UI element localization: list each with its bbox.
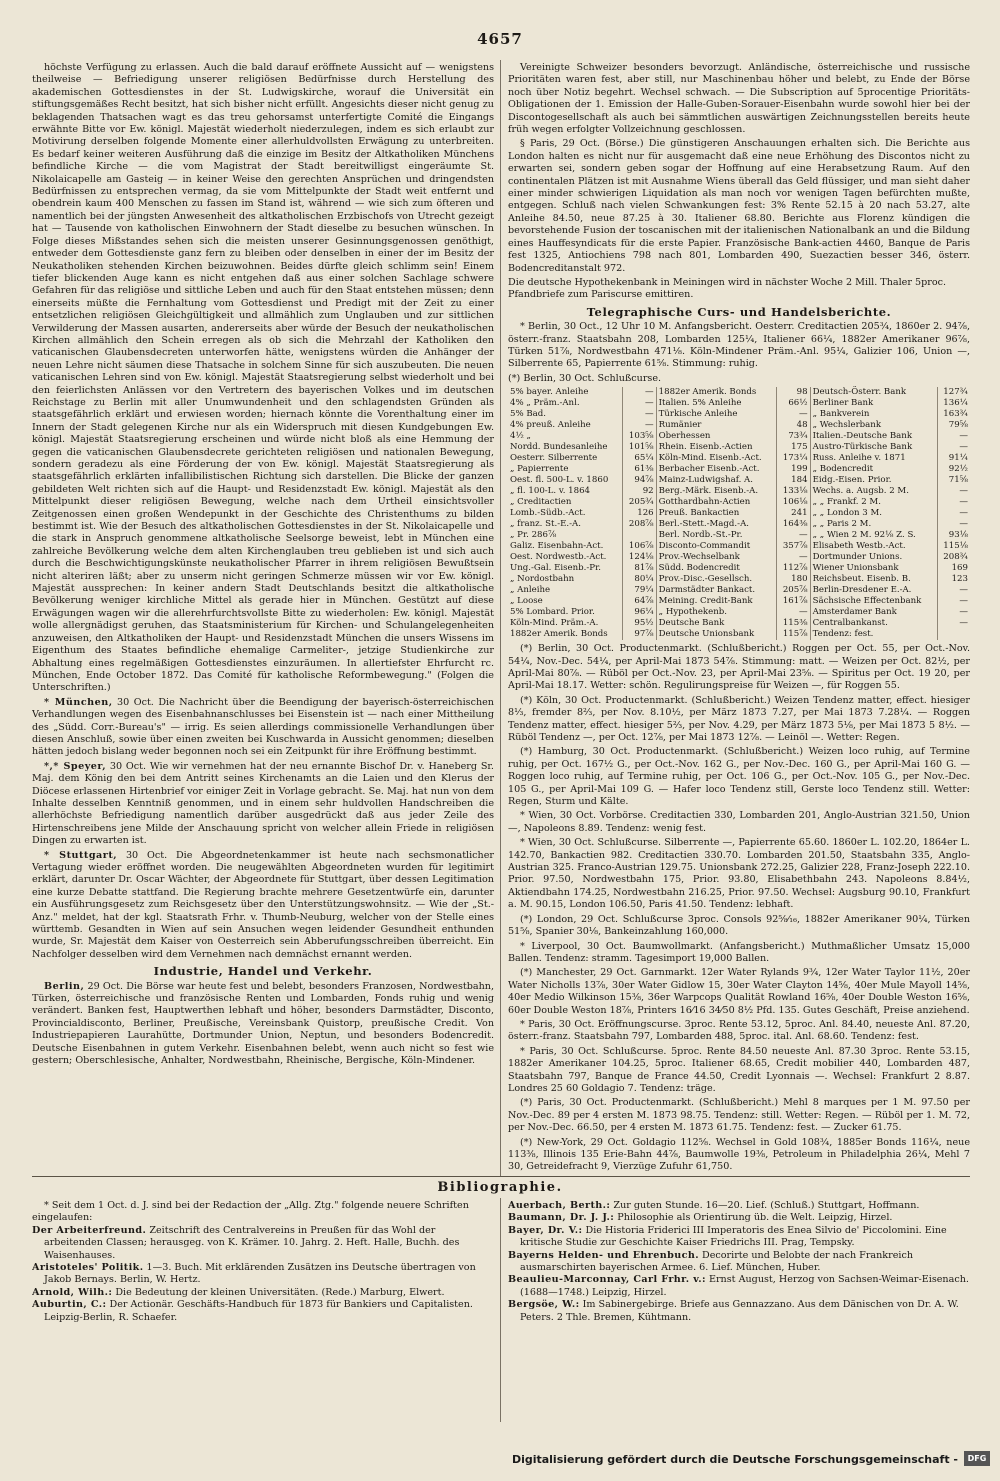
market-report: (*) London, 29 Oct. Schlußcurse 3proc. Consols 92⅝⁄₁₆, 1882er Amerikaner 90¼, Türken 51⅝, Spanier 30⅛, Bankeinzahlung 160,000. bbox=[508, 913, 970, 938]
quote-security: Prov.-Disc.-Gesellsch. bbox=[656, 574, 777, 585]
bibliography-text: 1—3. Buch. Mit erklärenden Zusätzen ins Deutsche übertragen von Jakob Bernays. Berlin, W. Hertz. bbox=[44, 1262, 476, 1286]
quote-security: Dortmunder Unions. bbox=[810, 552, 937, 563]
bibliography-entry bbox=[508, 1200, 970, 1212]
bibliography-text: Zeitschrift des Centralvereins in Preußen für das Wohl der arbeitenden Classen; herausgeg. von K. Krämer. 10. Jahrg. 2. Heft. Halle, Buchh. des Waisenhauses. bbox=[44, 1224, 460, 1261]
quote-value: 136¼ bbox=[943, 398, 968, 409]
quote-security: Elisabeth Westb.-Act. bbox=[810, 541, 937, 552]
bibliography-entry bbox=[508, 1299, 970, 1324]
quote-value: 71⅝ bbox=[948, 475, 968, 486]
quote-security: Berlin-Dresdener E.-A. bbox=[810, 585, 937, 596]
quote-value: — bbox=[959, 442, 968, 453]
bibliography-left-column bbox=[32, 1200, 494, 1422]
quote-value: 115⅛ bbox=[943, 541, 968, 552]
quote-security: Oest. Nordwestb.-Act. bbox=[508, 552, 623, 563]
quote-security: 1882er Amerik. Bonds bbox=[656, 387, 777, 398]
quote-security: Nordd. Bundesanleihe bbox=[508, 442, 623, 453]
quote-security: 4½ „ bbox=[508, 431, 623, 442]
quote-row bbox=[508, 618, 970, 629]
quote-value: 106⅞ bbox=[623, 541, 656, 552]
quote-security: Oberhessen bbox=[656, 431, 777, 442]
market-report: * Wien, 30 Oct. Schlußcurse. Silberrente —, Papierrente 65.60. 1860er L. 102.20, 1864er L. 142.70, Bankactien 982. Creditactien 330.70. Lombarden 201.50, Staatsbahn 335, Anglo-Austrian 325. Franco-Austrian 129.75. Unionsbank 272.25, Galizier 228, Franz-Joseph 222.10. Prior. 97.50, Nordwestbahn 175, Prior. 93.80, Elisabethbahn 243. Napoleons 8.84½, Aktiendbahn 174.25, Nordwestbahn 216.25, Prior. 97.50. Wechsel: Augsburg 90.10, Frankfurt a. M. 90.15, London 106.50, Paris 41.50. Tendenz: lebhaft. bbox=[508, 837, 970, 911]
quote-value: 115⅞ bbox=[777, 629, 810, 640]
quote-value: 127¾ bbox=[943, 387, 968, 398]
quote-value: — bbox=[623, 420, 656, 431]
quote-security: Tendenz: fest. bbox=[810, 629, 937, 640]
quote-value: 106⅛ bbox=[777, 497, 810, 508]
market-report: * Liverpool, 30 Oct. Baumwollmarkt. (Anfangsbericht.) Muthmaßlicher Umsatz 15,000 Ballen. Tendenz: stramm. Tagesimport 19,000 Ballen. bbox=[508, 940, 970, 964]
quote-row bbox=[508, 420, 970, 431]
section-heading-telegraph: Telegraphische Curs- und Handelsberichte. bbox=[586, 304, 892, 319]
quote-security: Austro-Türkische Bank bbox=[810, 442, 937, 453]
quote-security: Rumänier bbox=[656, 420, 777, 431]
berlin-opening-report: * Berlin, 30 Oct., 12 Uhr 10 M. Anfangsbericht. Oesterr. Creditactien 205¾, 1860er 2. 94⅞, österr.-franz. Staatsbahn 208, Lombarden 125¼, Italiener 66¼, 1882er Amerikaner 96⅞, Türken 51⅞, Nordwestbahn 471⅛. Köln-Mindener Präm.-Anl. 95¼, Galizier 106, Union —, Silberrente 65, Papierrente 61⅝. Stimmung: ruhig. bbox=[508, 321, 970, 370]
news-speyer bbox=[32, 761, 494, 848]
berlin-closing-header: (*) Berlin, 30 Oct. Schlußcurse. bbox=[508, 372, 662, 384]
column-divider bbox=[500, 60, 501, 1176]
quote-security: Mainz-Ludwigshaf. A. bbox=[656, 475, 777, 486]
market-report: (*) Köln, 30 Oct. Productenmarkt. (Schlußbericht.) Weizen Tendenz matter, effect. hiesiger 8⅓, fremder 8⅔, per Nov. 8.10½, per März 1873 7.27, per Mai 1873 7.28¼. — Roggen Tendenz matter, effect. hiesiger 5⅔, per Nov. 4.29, per März 1873 5⅛, per Mai 1873 5 8½. — Rüböl Tendenz —, per Oct. 12⅞, per Mai 1873 12⅞. — Leinöl —. Wetter: Regen. bbox=[508, 694, 970, 743]
quote-value: 169 bbox=[951, 563, 968, 574]
quote-value: 163¾ bbox=[943, 409, 968, 420]
bibliography-entry bbox=[32, 1287, 494, 1299]
petition-paragraph: höchste Verfügung zu erlassen. Auch die bald darauf eröffnete Aussicht auf — wenigstens theilweise — Befriedigung unserer religiösen Bedürfnisse durch Herstellung des akademischen Gottesdienstes in der St. Ludwigskirche, worauf die Universität ein stiftungsgemäßes Recht besitzt, hat sich bisher nicht erfüllt. Angesichts dieser nicht genug zu beklagenden Thatsachen wagt es das treu gehorsamst unterfertigte Comité die Eingangs erwähnte Bitte vor Ew. königl. Majestät wiederholt niederzulegen, indem es sich erlaubt zur Motivirung derselben folgende Momente einer allerhuldvollsten Erwägung zu unterbreiten. Es bedarf keiner weiteren Ausführung daß die einzige im Besitz der Altkatholiken Münchens befindliche Kirche — die vom Magistrat der Stadt bereitwilligst eingeräumte St. Nikolaicapelle am Gasteig — in keiner Weise den gerechten Ansprüchen und dringendsten Bedürfnissen zu entsprechen vermag, da sie vom Mittelpunkte der Stadt weit entfernt und obendrein kaum 400 Menschen zu fassen im Stand ist, während — wie sich zum öfteren und namentlich bei der jüngsten Anwesenheit des altkatholischen Erzbischofs von Utrecht gezeigt hat — Tausende von katholischen Einwohnern der Stadt dieselbe zu besuchen wünschen. In Folge dieses Mißstandes sehen sich die meisten unserer Gesinnungsgenossen genöthigt, entweder dem Gottesdienste ganz fern zu bleiben oder denselben in einer der im Besitz der Neukatholiken stehenden Kirchen beizuwohnen. Beides dürfte gleich schlimm sein! Einem tiefer blickenden Auge kann es nicht entgehen daß aus einer solchen Sachlage schwere Gefahren für das religiöse und sittliche Leben und auch für den Staat entstehen müssen; denn einerseits müßte die Fernhaltung vom Gottesdienst und Predigt mit der Zeit zu einer entsetzlichen religiösen Gleichgültigkeit und allmählich zum Unglauben und zur sittlichen Verwilderung der Massen ausarten, andererseits aber würde der Besuch der neukatholischen Kirchen allmählich den Schein erregen als ob sich die Mehrzahl der Katholiken den vaticanischen Glaubensdecreten unterworfen hätte, wenigstens würden die Anhänger der neuen Lehre nicht säumen diese Thatsache in solchem Sinne für sich auszubeuten. Die neuen vaticanischen Lehren sind von Ew. königl. Majestät Staatsregierung selbst wiederholt und bei den feierlichsten Anlässen vor den Vertretern des bayerischen Volkes und im deutschen Reichstage zu Berlin mit aller Unumwundenheit und den schlagendsten Gründen als staatsgefährlich erklärt und erwiesen worden; hiernach könnte die Vorenthaltung einer im Innern der Stadt gelegenen Kirche nur als ein Widerspruch mit diesen Kundgebungen Ew. königl. Majestät Staatsregierung erscheinen und würde nicht bloß als eine Hemmung der gegen die vaticanischen Glaubensdecrete gerichteten religiösen und nationalen Bewegung, sondern geradezu als eine Förderung der von Ew. königl. Majestät Staatsregierung als staatsgefährlich erklärten infallibilistischen Richtung sich darstellen. Die Blicke der ganzen gebildeten Welt richten sich auf die Haupt- und Residenzstadt Ew. königl. Majestät als den Mittelpunkt dieser religiösen Bewegung, welche nach dem Urtheil einsichtsvoller Zeitgenossen einen großen Wendepunkt in der Geschichte des Christenthums zu bilden bestimmt ist. Wie der Besuch des altkatholischen Gottesdienstes in der St. Nikolaicapelle und die stark in Anspruch genommene altkatholische Seelsorge beweist, lebt in München eine zahlreiche Bevölkerung welche dem alten Kirchenglauben treu geblieben ist und sich auch durch die Beschwichtigungskünste neukatholischer Pfarrer in ihrem religiösen Bewußtsein nicht alteriren läßt; aber zu unserm nicht geringen Schmerze müssen wir vor Ew. königl. Majestät aussprechen: In keiner andern Stadt Deutschlands besitzt die altkatholische Bevölkerung weniger kirchliche Mittel als gerade hier in München. Gestützt auf diese Erwägungen wagen wir die allerehrfurchtsvollste Bitte zu wiederholen: Ew. königl. Majestät wolle allergnädigst geruhen, das Staatsministerium für Kirchen- und Schulangelegenheiten anzuweisen, den Altkatholiken der Haupt- und Residenzstadt München die unsers Wissens im Eigenthum des Staates befindliche ehemalige Carmeliter-, jetzige Studienkirche zur Abhaltung eines regelmäßigen Gottesdienstes einzuräumen. In allertiefster Ehrfurcht rc. München, Ende October 1872. Das Comité für katholische Reformbewegung." (Folgen die Unterschriften.) bbox=[32, 62, 494, 694]
quote-value: — bbox=[959, 486, 968, 497]
quote-security: Centralbankanst. bbox=[810, 618, 937, 629]
quote-value: 101⅝ bbox=[623, 442, 656, 453]
bibliography-author: Beaulieu-Marconnay, Carl Frhr. v.: bbox=[508, 1274, 706, 1286]
quote-security: Türkische Anleihe bbox=[656, 409, 777, 420]
market-report: (*) Paris, 30 Oct. Productenmarkt. (Schlußbericht.) Mehl 8 marques per 1 M. 97.50 per Nov.-Dec. 89 per 4 ersten M. 1873 98.75. Tendenz: still. Wetter: Regen. — Rüböl per 1. M. 72, per Nov.-Dec. 66.50, per 4 ersten M. 1873 61.75. Tendenz: fest. — Zucker 61.75. bbox=[508, 1097, 970, 1134]
quote-value: — bbox=[623, 409, 656, 420]
quote-value: 161⅞ bbox=[777, 596, 810, 607]
quote-value: 124⅛ bbox=[623, 552, 656, 563]
quote-security: „ „ Frankf. 2 M. bbox=[810, 497, 937, 508]
quote-security: Galiz. Eisenbahn-Act. bbox=[508, 541, 623, 552]
quote-row bbox=[508, 464, 970, 475]
quote-row bbox=[508, 541, 970, 552]
quote-value: 205¾ bbox=[623, 497, 656, 508]
market-report: (*) Berlin, 30 Oct. Productenmarkt. (Schlußbericht.) Roggen per Oct. 55, per Oct.-Nov. 54¼, Nov.-Dec. 54¼, per April-Mai 1873 54⅞. Stimmung: matt. — Weizen per Oct. 82½, per April-Mai 80⅞. — Rüböl per Oct.-Nov. 23, per April-Mai 23⅝. — Spiritus per Oct. 19 20, per April-Mai 18.17. Wetter: schön. Regulirungspreise für Weizen —, für Roggen 55. bbox=[508, 643, 970, 692]
quote-value: — bbox=[959, 508, 968, 519]
paris-bourse-paragraph: § Paris, 29 Oct. (Börse.) Die günstigeren Anschauungen erhalten sich. Die Berichte aus London halten es nicht nur für ausgemacht daß eine neue Erhöhung des Discontos nicht zu erwarten sei, sondern geben sogar der Hoffnung auf eine Herabsetzung Raum. Auf den continentalen Plätzen ist mit Ausnahme Wiens überall das Geld flüssiger, und man sieht daher einer minder schwierigen Liquidation als man noch vor wenigen Tagen befürchten mußte, entgegen. Schluß nach vielen Schwankungen fest: 3% Rente 52.15 à 20 nach 53.27, alte Anleihe 84.50, neue 87.25 à 30. Italiener 68.80. Berichte aus Florenz kündigen die bevorstehende Fusion der toscanischen mit der italienischen Nationalbank an und die Bildung eines Hauffesyndicats für die erste Papier. Französische Bank-actien 4460, Banque de Paris fest 1325, Antiochiens 798 nach 801, Lombarden 490, Suezactien besser 346, österr. Bodencreditanstalt 972. bbox=[508, 138, 970, 274]
bibliography-entry bbox=[508, 1225, 970, 1250]
quote-row bbox=[508, 596, 970, 607]
quote-value: 115⅜ bbox=[777, 618, 810, 629]
bibliography-entry bbox=[508, 1250, 970, 1275]
quote-row bbox=[508, 431, 970, 442]
news-munich-text: 30 Oct. Die Nachricht über die Beendigung der bayerisch-österreichischen Verhandlungen wegen des Eisenbahnanschlusses bei Eisenstein ist — nach einer Mittheilung des „Südd. Corr.-Bureau's" — irrig. Es seien allerdings commissionelle Verhandlungen über diesen Anschluß, sowie über einen zweiten bei Kuschwarda in Aussicht genommen; dieselben hätten jedoch bislang weder begonnen noch sei ein Zeitpunkt für ihre Eröffnung bestimmt. bbox=[32, 696, 494, 758]
quote-row bbox=[508, 475, 970, 486]
quote-row bbox=[508, 409, 970, 420]
quote-value: — bbox=[623, 398, 656, 409]
market-report: (*) Hamburg, 30 Oct. Productenmarkt. (Schlußbericht.) Weizen loco ruhig, auf Termine ruhig, per Oct. 167½ G., per Oct.-Nov. 162 G., per Nov.-Dec. 160 G., per April-Mai 160 G. — Roggen loco ruhig, auf Termine ruhig, per Oct. 106 G., per Oct.-Nov. 105 G., per Nov.-Dec. 105 G., per April-Mai 109 G. — Hafer loco Tendenz still, Gerste loco Tendenz still. Wetter: Regen, Sturm und Kälte. bbox=[508, 746, 970, 808]
bibliography-author: Der Arbeiterfreund. bbox=[32, 1224, 147, 1236]
news-munich-city: * München, bbox=[44, 696, 113, 708]
quote-value: 95½ bbox=[623, 618, 656, 629]
quote-value: — bbox=[777, 530, 810, 541]
quote-value: 164⅜ bbox=[777, 519, 810, 530]
market-reports bbox=[508, 643, 970, 1174]
quote-security: 4% preuß. Anleihe bbox=[508, 420, 623, 431]
quote-value: 94⅞ bbox=[623, 475, 656, 486]
bibliography-entry bbox=[508, 1274, 970, 1299]
bibliography-title: Bibliographie. bbox=[437, 1180, 563, 1195]
quote-security: Oest. fl. 500-L. v. 1860 bbox=[508, 475, 623, 486]
bibliography-author: Auburtin, C.: bbox=[32, 1299, 107, 1311]
quote-value: 61⅜ bbox=[623, 464, 656, 475]
market-intro-paragraph: Vereinigte Schweizer besonders bevorzugt. Anländische, österreichische und russische Prioritäten waren fest, aber still, nur Maschinenbau höher und belebt, zu Ende der Börse noch über Notiz begehrt. Wechsel schwach. — Die Subscription auf 5procentige Prioritäts-Obligationen der 1. Emission der Halle-Guben-Sorauer-Eisenbahn wurde sowohl hier bei der Discontogesellschaft als auch bei sämmtlichen auswärtigen Zeichnungsstellen bereits heute früh wegen erfolgter Vollzeichnung geschlossen. bbox=[508, 62, 970, 136]
quote-value: 205⅞ bbox=[777, 585, 810, 596]
quote-value: 133⅛ bbox=[777, 486, 810, 497]
quote-value: 64⅞ bbox=[623, 596, 656, 607]
bibliography-divider bbox=[500, 1198, 501, 1422]
page-number: 4657 bbox=[477, 30, 523, 48]
quote-security: „ Anleihe bbox=[508, 585, 623, 596]
quote-security: „ Pr. 286⅞ bbox=[508, 530, 623, 541]
quote-security: Südd. Bodencredit bbox=[656, 563, 777, 574]
quote-value: 73¾ bbox=[777, 431, 810, 442]
section-rule bbox=[32, 1176, 970, 1177]
news-stuttgart-city: * Stuttgart, bbox=[44, 849, 118, 861]
quote-security: Berbacher Eisenb.-Act. bbox=[656, 464, 777, 475]
quote-value: 98 bbox=[777, 387, 810, 398]
quote-security: Wechs. a. Augsb. 2 M. bbox=[810, 486, 937, 497]
left-column bbox=[32, 62, 494, 1174]
industry-berlin-city: Berlin, bbox=[44, 980, 85, 992]
bibliography-text: Decorirte und Belobte der nach Frankreich ausmarschirten bayerischen Armee. 6. Lief. München, Huber. bbox=[520, 1249, 914, 1274]
quote-security: „ „ London 3 M. bbox=[810, 508, 937, 519]
quote-value: — bbox=[959, 431, 968, 442]
bibliography-author: Bayerns Helden- und Ehrenbuch. bbox=[508, 1249, 699, 1261]
quote-security: „ Loose bbox=[508, 596, 623, 607]
quote-value: — bbox=[777, 409, 810, 420]
bibliography-author: Bayer, Dr. V.: bbox=[508, 1224, 583, 1236]
quote-row bbox=[508, 607, 970, 618]
quote-security: Italien.-Deutsche Bank bbox=[810, 431, 937, 442]
quote-security: Oesterr. Silberrente bbox=[508, 453, 623, 464]
quote-value: — bbox=[623, 387, 656, 398]
quote-security: Disconto-Commandit bbox=[656, 541, 777, 552]
bibliography-text: Im Sabinergebirge. Briefe aus Gennazzano. Aus dem Dänischen von Dr. A. W. Peters. 2 Thle. Bremen, Kühtmann. bbox=[520, 1299, 959, 1323]
quote-value: — bbox=[959, 618, 968, 629]
quote-security: „ „ Paris 2 M. bbox=[810, 519, 937, 530]
quote-value: 79⅝ bbox=[948, 420, 968, 431]
quote-row bbox=[508, 497, 970, 508]
quote-value: — bbox=[959, 519, 968, 530]
quote-security: „ Nordostbahn bbox=[508, 574, 623, 585]
digitization-credit: Digitalisierung gefördert durch die Deutsche Forschungsgemeinschaft - bbox=[511, 1453, 958, 1466]
quote-value: 92½ bbox=[948, 464, 968, 475]
quote-security: „ Bodencredit bbox=[810, 464, 937, 475]
quote-value: 184 bbox=[777, 475, 810, 486]
bibliography-entry bbox=[32, 1225, 494, 1262]
quote-value: 93⅛ bbox=[948, 530, 968, 541]
quote-security: Ung.-Gal. Eisenb.-Pr. bbox=[508, 563, 623, 574]
quote-value: 357⅞ bbox=[777, 541, 810, 552]
quote-value: — bbox=[959, 607, 968, 618]
quote-value: 123 bbox=[951, 574, 968, 585]
news-stuttgart-text: 30 Oct. Die Abgeordnetenkammer ist heute nach sechsmonatlicher Vertagung wieder eröffnet worden. Die neugewählten Abgeordneten wurden für legitimirt erklärt, darunter Dr. Oscar Wächter, der Abgeordnete für Stuttgart, über dessen Legitimation eine kurze Debatte stattfand. Die Regierung brachte mehrere Gesetzentwürfe ein, darunter ein Ausführungsgesetz zum Reichsgesetz über den Unterstützungswohnsitz. — Wie der „St.-Anz." meldet, hat der kgl. Staatsrath Frhr. v. Thumb-Neuburg, welcher von der Stelle eines württemb. Gesandten in Wien auf sein Ansuchen wegen leidender Gesundheit enthunden wurde, Sr. Majestät dem Kaiser von Oesterreich sein Abberufungsschreiben überreicht. Ein Nachfolger desselben wird dem Vernehmen nach demnächst ernannt werden. bbox=[32, 849, 494, 960]
quote-row bbox=[508, 530, 970, 541]
quote-security: „ Creditactien bbox=[508, 497, 623, 508]
quote-value: 199 bbox=[777, 464, 810, 475]
market-report: * Wien, 30 Oct. Vorbörse. Creditactien 330, Lombarden 201, Anglo-Austrian 321.50, Union —, Napoleons 8.89. Tendenz: wenig fest. bbox=[508, 810, 970, 834]
news-munich bbox=[32, 697, 494, 759]
market-report: * Paris, 30 Oct. Schlußcurse. 5proc. Rente 84.50 neueste Anl. 87.30 3proc. Rente 53.15, 1882er Amerikaner 104.25, 5proc. Italiener 68.65, Credit mobilier 440, Lombarden 487, Staatsbahn 797, Banque de France 44.50, Credit Lyonnais —. Wechsel: Frankfurt 2 8.87. Londres 25 60 Goldagio 7. Tendenz: träge. bbox=[508, 1045, 970, 1094]
quote-value: 66½ bbox=[777, 398, 810, 409]
quote-value: — bbox=[777, 552, 810, 563]
quote-row bbox=[508, 519, 970, 530]
quote-value bbox=[937, 629, 970, 640]
quote-row bbox=[508, 552, 970, 563]
quote-security: Eidg.-Eisen. Prior. bbox=[810, 475, 937, 486]
quote-value: 126 bbox=[623, 508, 656, 519]
quote-row bbox=[508, 442, 970, 453]
quote-row bbox=[508, 486, 970, 497]
quote-security: 5% Bad. bbox=[508, 409, 623, 420]
bibliography-author: Auerbach, Berth.: bbox=[508, 1200, 611, 1211]
bibliography-text: Ernst August, Herzog von Sachsen-Weimar-Eisenach. (1688—1748.) Leipzig, Hirzel. bbox=[520, 1274, 969, 1298]
bibliography-right-column bbox=[508, 1200, 970, 1422]
quote-security: 5% bayer. Anleihe bbox=[508, 387, 623, 398]
bibliography-entry bbox=[32, 1262, 494, 1287]
quote-value: 208⅞ bbox=[623, 519, 656, 530]
quote-value: — bbox=[959, 497, 968, 508]
quote-value: 173¼ bbox=[777, 453, 810, 464]
bibliography-text: Zur guten Stunde. 16—20. Lief. (Schluß.) Stuttgart, Hoffmann. bbox=[613, 1200, 920, 1211]
market-report: (*) New-York, 29 Oct. Goldagio 112⅝. Wechsel in Gold 108¾, 1885er Bonds 116¼, neue 113⅜, Illinois 135 Erie-Bahn 44⅞, Baumwolle 19⅜, Petroleum in Philadelphia 26¼, Mehl 7 30, Getreidefracht 9, Vierzüge Zufuhr 61,750. bbox=[508, 1136, 970, 1173]
quote-security: „ Papierrente bbox=[508, 464, 623, 475]
quote-value: 112⅞ bbox=[777, 563, 810, 574]
quote-security: 4% „ Präm.-Anl. bbox=[508, 398, 623, 409]
quote-security: Lomb.-Südb.-Act. bbox=[508, 508, 623, 519]
quote-row bbox=[508, 508, 970, 519]
quote-security: Reichsbeut. Eisenb. B. bbox=[810, 574, 937, 585]
quote-value: 80¼ bbox=[623, 574, 656, 585]
market-report: * Paris, 30 Oct. Eröffnungscurse. 3proc. Rente 53.12, 5proc. Anl. 84.40, neueste Anl. 87.20, österr.-franz. Staatsbahn 797, Lombarden 488, 5proc. ital. Anl. 68.60. Tendenz: fest. bbox=[508, 1018, 970, 1043]
quote-value: 241 bbox=[777, 508, 810, 519]
quote-security: Köln-Mind. Eisenb.-Act. bbox=[656, 453, 777, 464]
quote-value: 92 bbox=[623, 486, 656, 497]
quote-row bbox=[508, 629, 970, 640]
quote-value: 96¼ bbox=[623, 607, 656, 618]
quote-value: — bbox=[959, 596, 968, 607]
quote-value: — bbox=[777, 607, 810, 618]
quote-row bbox=[508, 563, 970, 574]
quote-value: 91¼ bbox=[948, 453, 968, 464]
quote-security: „ „ Wien 2 M. 92⅛ Z. S. bbox=[810, 530, 937, 541]
quote-security: Köln-Mind. Präm.-A. bbox=[508, 618, 623, 629]
quote-security: Berg.-Märk. Eisenb.-A. bbox=[656, 486, 777, 497]
quote-value: 48 bbox=[777, 420, 810, 431]
quote-row bbox=[508, 585, 970, 596]
bibliography-author: Aristoteles' Politik. bbox=[32, 1262, 144, 1274]
quote-security: „ franz. St.-E.-A. bbox=[508, 519, 623, 530]
section-heading-industry: Industrie, Handel und Verkehr. bbox=[153, 964, 373, 979]
quote-value: 180 bbox=[777, 574, 810, 585]
quote-value: 79¼ bbox=[623, 585, 656, 596]
quote-security: Darmstädter Bankact. bbox=[656, 585, 777, 596]
quote-value: 97⅞ bbox=[623, 629, 656, 640]
quote-security: Deutsch-Österr. Bank bbox=[810, 387, 937, 398]
quote-row bbox=[508, 387, 970, 398]
quote-security: Berl.-Stett.-Magd.-A. bbox=[656, 519, 777, 530]
quote-security: „ fl. 100-L. v. 1864 bbox=[508, 486, 623, 497]
right-column bbox=[508, 62, 970, 1174]
news-speyer-text: 30 Oct. Wie wir vernehmen hat der neu ernannte Bischof Dr. v. Haneberg Sr. Maj. dem König den bei dem Antritt seines Kirchenamts an die Laien und den Klerus der Diöcese erlassenen Hirtenbrief vor einiger Zeit in Vorlage gebracht. Se. Maj. hat nun von dem Inhalte desselben Kenntniß genommen, und in einem sehr huldvollen Handschreiben die allerhöchste Befriedigung namentlich darüber ausgedrückt daß aus jeder Zeile des Hirtenschreibens jene Milde der Anschauung spricht von welcher allein Friede in religiösen Dingen zu erwarten ist. bbox=[32, 760, 494, 847]
quote-security: „ Hypothekenb. bbox=[656, 607, 777, 618]
bibliography-text: Die Bedeutung der kleinen Universitäten. (Rede.) Marburg, Elwert. bbox=[115, 1286, 445, 1298]
quote-security: 1882er Amerik. Bonds bbox=[508, 629, 623, 640]
bibliography-author: Bergsöe, W.: bbox=[508, 1299, 580, 1311]
dfg-logo-icon: DFG bbox=[964, 1451, 990, 1466]
quote-security: Sächsische Effectenbank bbox=[810, 596, 937, 607]
quote-value: — bbox=[959, 585, 968, 596]
quote-row bbox=[508, 574, 970, 585]
quote-security: Prov.-Wechselbank bbox=[656, 552, 777, 563]
quote-security: Deutsche Unionsbank bbox=[656, 629, 777, 640]
quote-value: 208¾ bbox=[943, 552, 968, 563]
industry-berlin-text: 29 Oct. Die Börse war heute fest und belebt, besonders Franzosen, Nordwestbahn, Türken, österreichische und französische Renten und Lombarden, Fonds ruhig und wenig verändert. Banken fest, Hauptwerthen lebhaft und höher, besonders Darmstädter, Disconto, Provincialdisconto, Berliner, Preußische, Vereinsbank Quistorp, preußische Credit. Von Industriepapieren Laurahütte, Dortmunder Union, Neptun, und besonders Bodencredit. Deutsche Eisenbahnen in gutem Verkehr. Eisenbahnen belebt, wenn auch nicht so fest wie gestern; Oberschlesische, Anhalter, Nordwestbahn, Rheinische, Bergische, Köln-Mindener. bbox=[32, 980, 494, 1067]
quote-value: 81⅞ bbox=[623, 563, 656, 574]
quote-security: Rhein. Eisenb.-Actien bbox=[656, 442, 777, 453]
quote-security: Gotthardbahn-Actien bbox=[656, 497, 777, 508]
quote-row bbox=[508, 453, 970, 464]
bibliography-author: Baumann, Dr. J. J.: bbox=[508, 1212, 615, 1224]
quote-security: Berl. Nordb.-St.-Pr. bbox=[656, 530, 777, 541]
quote-security: „ Bankverein bbox=[810, 409, 937, 420]
quote-security: Wiener Unionsbank bbox=[810, 563, 937, 574]
quote-value: 103⅝ bbox=[623, 431, 656, 442]
quote-security: Preuß. Bankactien bbox=[656, 508, 777, 519]
quote-security: Berliner Bank bbox=[810, 398, 937, 409]
bibliography-intro: * Seit dem 1 Oct. d. J. sind bei der Redaction der „Allg. Ztg." folgende neuere Schriften eingelaufen: bbox=[32, 1200, 469, 1224]
bibliography-entry bbox=[508, 1212, 970, 1224]
quote-security: Deutsche Bank bbox=[656, 618, 777, 629]
bibliography-author: Arnold, Wilh.: bbox=[32, 1286, 113, 1298]
quote-security: Amsterdamer Bank bbox=[810, 607, 937, 618]
stock-quote-table bbox=[508, 387, 970, 640]
quote-value bbox=[623, 530, 656, 541]
hypothekenbank-notice: Die deutsche Hypothekenbank in Meiningen wird in nächster Woche 2 Mill. Thaler 5proc. Pfandbriefe zum Pariscurse emittiren. bbox=[508, 276, 947, 301]
bibliography-entry bbox=[32, 1299, 494, 1324]
quote-value: 175 bbox=[777, 442, 810, 453]
quote-security: Meining. Credit-Bank bbox=[656, 596, 777, 607]
market-report: (*) Manchester, 29 Oct. Garnmarkt. 12er Water Rylands 9¾, 12er Water Taylor 11½, 20er Water Nicholls 13⅞, 30er Water Gidlow 15, 30er Water Clayton 14⅝, 40er Mule Mayoll 14⅝, 40er Medio Wilkinson 15⅜, 36er Warpcops Qualität Rowland 16⅝, 40er Double Weston 16⅝, 60er Double Weston 18⅞, Printers 16⁄16 34⁄50 8½ Pfd. 135. Gutes Geschäft, Preise anziehend. bbox=[508, 967, 970, 1016]
bibliography-text: Philosophie als Orientirung üb. die Welt. Leipzig, Hirzel. bbox=[617, 1212, 893, 1224]
quote-security: „ Wechslerbank bbox=[810, 420, 937, 431]
quote-row bbox=[508, 398, 970, 409]
quote-value: 65¼ bbox=[623, 453, 656, 464]
bibliography-text: Der Actionär. Geschäfts-Handbuch für 1873 für Bankiers und Capitalisten. Leipzig-Berlin, R. Schaefer. bbox=[44, 1299, 473, 1323]
news-stuttgart bbox=[32, 850, 494, 962]
bibliography-text: Die Historia Friderici III Imperatoris des Enea Silvio de' Piccolomini. Eine kritische Studie zur Geschichte Kaiser Friedrichs III. Prag, Tempsky. bbox=[520, 1224, 947, 1249]
quote-security: Italien. 5% Anleihe bbox=[656, 398, 777, 409]
industry-berlin bbox=[32, 981, 494, 1068]
news-speyer-city: *,* Speyer, bbox=[44, 760, 107, 772]
quote-security: 5% Lombard. Prior. bbox=[508, 607, 623, 618]
quote-security: Russ. Anleihe v. 1871 bbox=[810, 453, 937, 464]
